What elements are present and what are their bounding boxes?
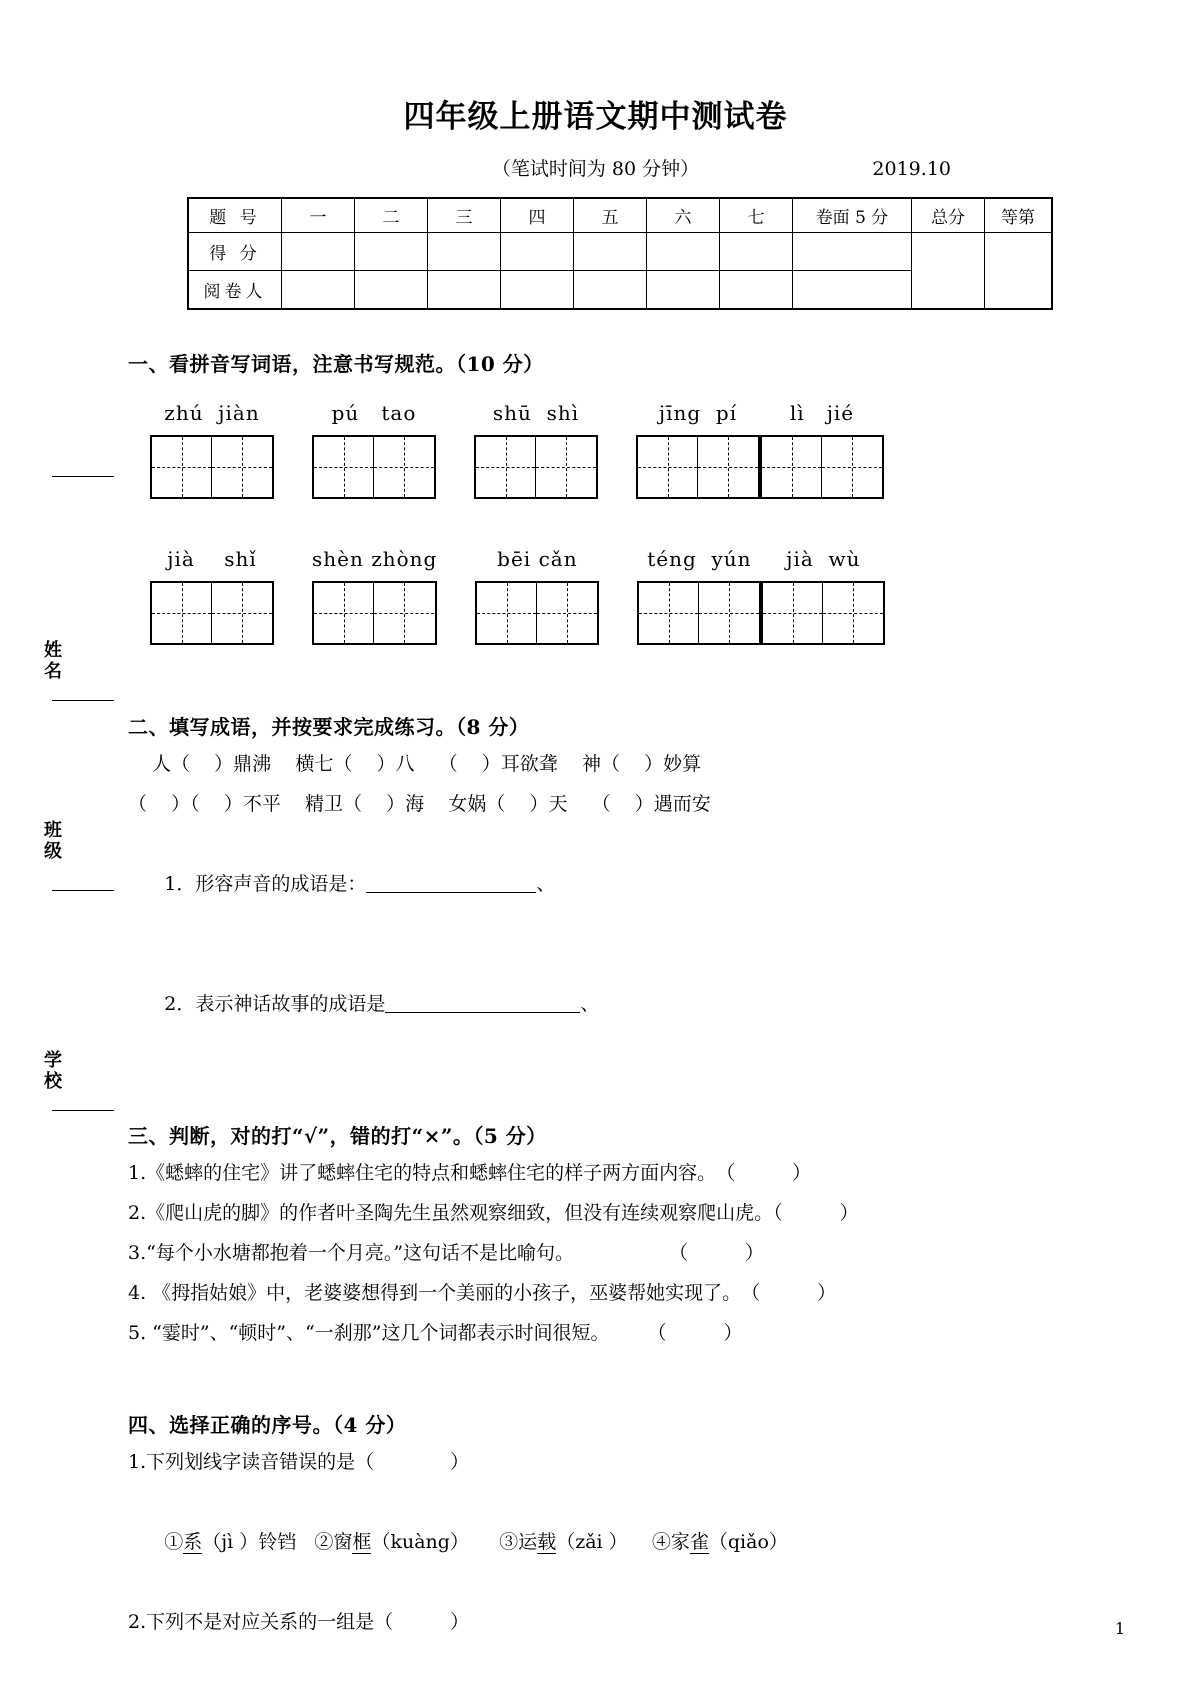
table-row-header (188, 198, 1052, 233)
idiom-line-1[interactable]: 人（ ）鼎沸 横七（ ）八 （ ）耳欲聋 神（ ）妙算 (152, 753, 702, 775)
section-one-title: 一、看拼音写词语，注意书写规范。（10 分） (128, 352, 544, 376)
col-header-total: 总分 (912, 198, 985, 233)
score-cell-3[interactable] (428, 232, 501, 270)
tianzige-10[interactable] (761, 581, 885, 645)
col-header-3: 三 (428, 198, 501, 233)
idiom-question-2 (128, 944, 1111, 1064)
col-header-grade: 等第 (985, 198, 1053, 233)
option-3-marker: ③ (499, 1531, 519, 1553)
side-label-school: 学校 (41, 1050, 62, 1092)
option-1-underlined-char: 系 (183, 1531, 203, 1553)
option-2-pre: 窗 (333, 1531, 353, 1553)
subtitle-row (0, 155, 1191, 183)
exam-content (128, 348, 1111, 1642)
marker-cell-2[interactable] (355, 270, 428, 309)
pinyin-group-4 (636, 401, 760, 499)
choice-question-2[interactable]: 2.下列不是对应关系的一组是（ ） (128, 1611, 470, 1633)
pinyin-text-9: téng yún (647, 547, 752, 571)
pinyin-text-10: jià wù (786, 547, 861, 571)
choice-question-1[interactable]: 1.下列划线字读音错误的是（ ） (128, 1451, 470, 1473)
pinyin-group-8 (475, 547, 599, 645)
option-1[interactable] (164, 1531, 296, 1554)
tianzige-cell[interactable] (212, 583, 272, 643)
tianzige-cell[interactable] (699, 583, 759, 643)
idiom-q2-suffix: 、 (580, 993, 600, 1015)
pinyin-text-2: pú tao (331, 401, 417, 425)
judge-item-3[interactable]: 3.“每个小水塘都抱着一个月亮。”这句话不是比喻句。 （ ） (128, 1242, 765, 1264)
option-2-rest: （kuàng） (371, 1531, 469, 1553)
marker-cell-3[interactable] (428, 270, 501, 309)
tianzige-cell[interactable] (314, 437, 374, 497)
option-3[interactable] (499, 1531, 628, 1554)
idiom-question-1 (128, 824, 1111, 944)
tianzige-cell[interactable] (374, 437, 434, 497)
side-label-class: 班级 (41, 820, 62, 862)
marker-cell-cover[interactable] (793, 270, 912, 309)
score-cell-6[interactable] (647, 232, 720, 270)
score-cell-cover[interactable] (793, 232, 912, 270)
option-3-underlined-char: 载 (537, 1531, 557, 1553)
tianzige-cell[interactable] (152, 583, 212, 643)
exam-duration: （笔试时间为 80 分钟） (491, 157, 700, 180)
tianzige-cell[interactable] (638, 437, 698, 497)
idiom-q1-prefix: 1．形容声音的成语是： (164, 873, 367, 895)
marker-cell-1[interactable] (282, 270, 355, 309)
pinyin-block-row2 (128, 547, 1111, 645)
tianzige-cell[interactable] (536, 437, 596, 497)
exam-date: 2019.10 (872, 157, 951, 180)
row-label-marker: 阅卷人 (188, 270, 282, 309)
option-1-marker: ① (164, 1531, 184, 1553)
page-number: 1 (1114, 1619, 1125, 1638)
marker-cell-6[interactable] (647, 270, 720, 309)
tianzige-5[interactable] (760, 435, 884, 499)
score-cell-4[interactable] (501, 232, 574, 270)
score-cell-total[interactable] (912, 232, 985, 309)
name-rule-top (52, 476, 114, 477)
idiom-line-2[interactable]: （ ）（ ）不平 精卫（ ）海 女娲（ ）天 （ ）遇而安 (128, 793, 711, 815)
tianzige-2[interactable] (312, 435, 436, 499)
pinyin-group-6 (150, 547, 274, 645)
side-label-name: 姓名 (41, 640, 62, 682)
judge-item-4[interactable]: 4. 《拇指姑娘》中，老婆婆想得到一个美丽的小孩子，巫婆帮她实现了。 （ ） (128, 1282, 837, 1304)
tianzige-cell[interactable] (314, 583, 374, 643)
option-2[interactable] (314, 1531, 469, 1554)
idiom-q1-suffix: 、 (536, 873, 556, 895)
idiom-q2-prefix: 2．表示神话故事的成语是 (164, 993, 386, 1015)
option-4-pre: 家 (670, 1531, 690, 1553)
pinyin-group-7 (312, 547, 437, 645)
col-header-1: 一 (282, 198, 355, 233)
col-header-4: 四 (501, 198, 574, 233)
score-cell-7[interactable] (720, 232, 793, 270)
idiom-q1-blank[interactable] (366, 892, 536, 893)
tianzige-8[interactable] (475, 581, 599, 645)
pinyin-group-5 (760, 401, 884, 499)
tianzige-1[interactable] (150, 435, 274, 499)
option-4-marker: ④ (651, 1531, 671, 1553)
option-1-rest: （jì ）铃铛 (202, 1531, 297, 1553)
pinyin-text-6: jià shǐ (167, 547, 257, 571)
idiom-q2-blank[interactable] (385, 1012, 580, 1013)
tianzige-cell[interactable] (476, 437, 536, 497)
pinyin-text-3: shū shì (492, 401, 580, 425)
tianzige-7[interactable] (312, 581, 437, 645)
option-3-rest: （zǎi ） (556, 1531, 628, 1553)
option-4-rest: （qiǎo） (708, 1531, 788, 1553)
pinyin-group-10 (761, 547, 885, 645)
judge-item-2[interactable]: 2.《爬山虎的脚》的作者叶圣陶先生虽然观察细致，但没有连续观察爬山虎。（ ） (128, 1202, 859, 1224)
section-three-title: 三、判断，对的打“√”，错的打“×”。（5 分） (128, 1124, 547, 1148)
section-two-title: 二、填写成语，并按要求完成练习。（8 分） (128, 715, 530, 739)
tianzige-6[interactable] (150, 581, 274, 645)
tianzige-cell[interactable] (698, 437, 758, 497)
tianzige-3[interactable] (474, 435, 598, 499)
pinyin-group-3 (474, 401, 598, 499)
section-four-title: 四、选择正确的序号。（4 分） (128, 1413, 407, 1437)
marker-cell-7[interactable] (720, 270, 793, 309)
tianzige-cell[interactable] (823, 583, 883, 643)
judge-item-5[interactable]: 5. “霎时”、“顿时”、“一刹那”这几个词都表示时间很短。 （ ） (128, 1322, 743, 1344)
class-rule-bottom (52, 890, 114, 891)
tianzige-cell[interactable] (477, 583, 537, 643)
tianzige-cell[interactable] (639, 583, 699, 643)
pinyin-row-1 (150, 401, 1111, 499)
page-title: 四年级上册语文期中测试卷 (403, 99, 788, 135)
col-header-7: 七 (720, 198, 793, 233)
tianzige-9[interactable] (637, 581, 761, 645)
score-cell-2[interactable] (355, 232, 428, 270)
marker-cell-5[interactable] (574, 270, 647, 309)
col-header-5: 五 (574, 198, 647, 233)
marker-cell-4[interactable] (501, 270, 574, 309)
score-table (187, 197, 1035, 310)
tianzige-cell[interactable] (212, 437, 272, 497)
pinyin-text-4: jīng pí (658, 401, 738, 425)
col-header-cover-score: 卷面 5 分 (793, 198, 912, 233)
table-row-score (188, 232, 1052, 270)
tianzige-cell[interactable] (537, 583, 597, 643)
pinyin-text-1: zhú jiàn (164, 401, 260, 425)
pinyin-group-9 (637, 547, 761, 645)
school-rule-bottom (52, 1110, 114, 1111)
option-4[interactable] (652, 1531, 788, 1554)
tianzige-cell[interactable] (763, 583, 823, 643)
option-3-pre: 运 (518, 1531, 538, 1553)
judge-item-1[interactable]: 1.《蟋蟀的住宅》讲了蟋蟀住宅的特点和蟋蟀住宅的样子两方面内容。 （ ） (128, 1162, 812, 1184)
col-header-6: 六 (647, 198, 720, 233)
pinyin-group-1 (150, 401, 274, 499)
score-cell-5[interactable] (574, 232, 647, 270)
option-4-underlined-char: 雀 (689, 1531, 709, 1553)
score-cell-grade[interactable] (985, 232, 1053, 309)
row-label-question-no: 题 号 (188, 198, 282, 233)
tianzige-cell[interactable] (374, 583, 434, 643)
pinyin-text-7: shèn zhòng (312, 547, 438, 571)
choice-options-row (128, 1482, 1111, 1602)
row-label-score: 得 分 (188, 232, 282, 270)
col-header-2: 二 (355, 198, 428, 233)
pinyin-text-5: lì jié (789, 401, 855, 425)
pinyin-row-2 (150, 547, 1111, 645)
name-rule-bottom (52, 700, 114, 701)
tianzige-cell[interactable] (152, 437, 212, 497)
tianzige-4[interactable] (636, 435, 760, 499)
pinyin-block-row1 (128, 401, 1111, 499)
pinyin-text-8: bēi cǎn (497, 547, 578, 571)
tianzige-cell[interactable] (822, 437, 882, 497)
option-2-underlined-char: 框 (352, 1531, 372, 1553)
option-2-marker: ② (314, 1531, 334, 1553)
tianzige-cell[interactable] (762, 437, 822, 497)
score-cell-1[interactable] (282, 232, 355, 270)
pinyin-group-2 (312, 401, 436, 499)
